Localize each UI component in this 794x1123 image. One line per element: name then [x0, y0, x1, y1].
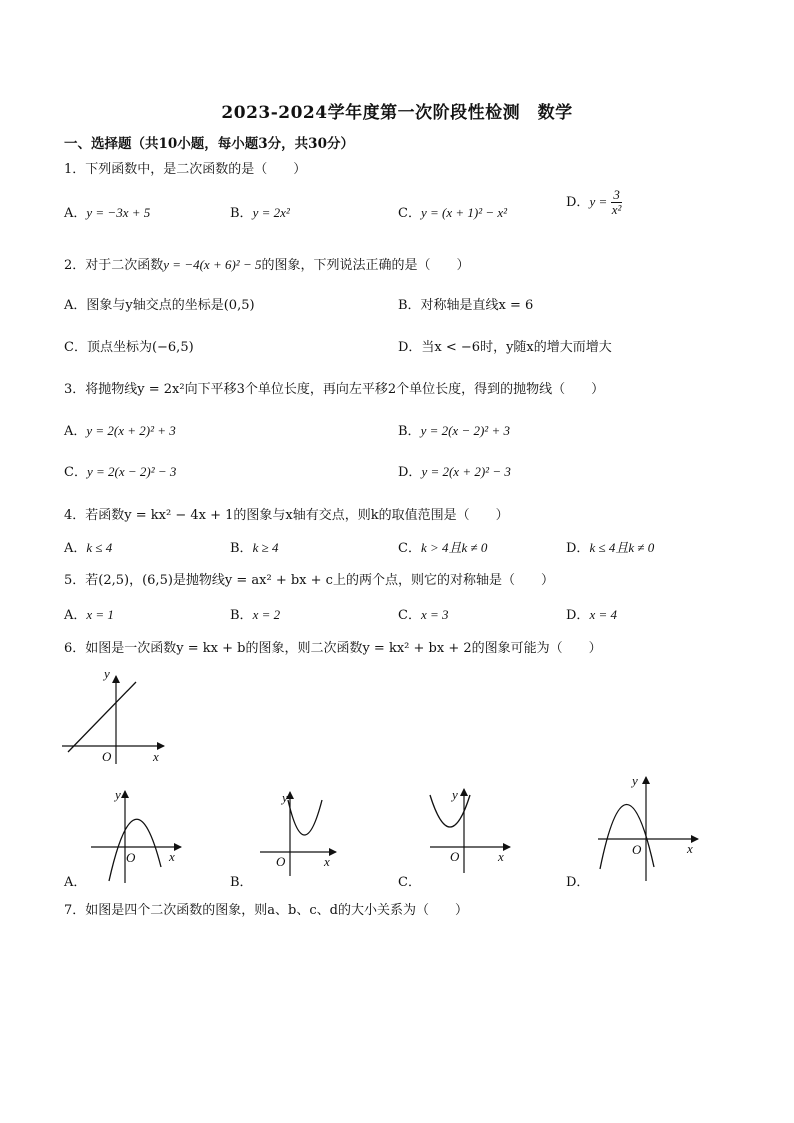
q5-option-d[interactable]	[566, 604, 617, 623]
q3-option-c-label: C．	[64, 465, 87, 480]
q3-option-c[interactable]	[64, 461, 176, 480]
q4-option-a-label: A．	[64, 541, 87, 556]
q6-main-y-label: y	[104, 666, 110, 681]
q6-main-line	[68, 682, 136, 752]
q1-option-a-label: A．	[64, 206, 87, 221]
q4-option-d-label: D．	[566, 541, 590, 556]
q6-b-y-label: y	[282, 790, 288, 805]
q6-option-b-label[interactable]: B．	[230, 875, 253, 890]
q5-option-c-label: C．	[398, 608, 421, 623]
q3-option-a-text: y = 2(x + 2)² + 3	[86, 423, 176, 438]
q1-option-a-text: y = −3x + 5	[86, 205, 151, 220]
q5-option-d-text: x = 4	[589, 607, 617, 622]
q6-option-c-graph[interactable]	[424, 785, 519, 875]
q1-option-c-text: y = (x + 1)² − x²	[420, 205, 508, 220]
q6-b-origin-label: O	[276, 854, 286, 869]
q3-option-c-text: y = 2(x − 2)² − 3	[86, 464, 177, 479]
q6-d-y-label: y	[632, 773, 638, 788]
q1-option-b-label: B．	[230, 206, 253, 221]
q6-main-origin-label: O	[102, 749, 112, 764]
q5-option-b-label: B．	[230, 608, 253, 623]
q3-option-b-text: y = 2(x − 2)² + 3	[420, 423, 510, 438]
question-2-stem	[64, 254, 469, 273]
q4-option-b-text: k ≥ 4	[252, 540, 279, 555]
q4-option-a-text: k ≤ 4	[86, 540, 113, 555]
q2-stem-equation: y = −4(x + 6)² − 5	[163, 257, 262, 272]
q1-option-d[interactable]	[566, 188, 622, 217]
q1-option-b[interactable]	[230, 202, 290, 221]
q3-option-d[interactable]	[398, 461, 511, 480]
q6-main-x-label: x	[153, 749, 159, 764]
q6-b-parabola	[288, 800, 322, 835]
question-4-stem: 4．若函数y = kx² − 4x + 1的图象与x轴有交点，则k的取值范围是（ ）	[64, 508, 509, 523]
q5-option-c-text: x = 3	[420, 607, 449, 622]
q6-d-origin-label: O	[632, 842, 642, 857]
q4-option-d[interactable]	[566, 537, 654, 556]
q5-option-b[interactable]	[230, 604, 280, 623]
q2-option-a[interactable]: A．图象与y轴交点的坐标是(0,5)	[64, 298, 255, 313]
question-6-stem: 6．如图是一次函数y = kx + b的图象，则二次函数y = kx² + bx + 2的图象可能为（ ）	[64, 641, 602, 656]
q5-option-d-label: D．	[566, 608, 590, 623]
q4-option-c-text: k > 4且k ≠ 0	[420, 540, 488, 555]
q1-option-d-fraction	[611, 188, 622, 217]
q4-option-d-text: k ≤ 4且k ≠ 0	[589, 540, 655, 555]
q6-b-x-label: x	[324, 854, 330, 869]
q1-option-d-lhs: y =	[589, 194, 608, 209]
q3-option-d-text: y = 2(x + 2)² − 3	[421, 464, 511, 479]
q6-c-origin-label: O	[450, 849, 460, 864]
q1-option-c[interactable]	[398, 202, 507, 221]
q4-option-a[interactable]	[64, 537, 112, 556]
q3-option-b-label: B．	[398, 424, 421, 439]
q1-option-d-denominator: x²	[611, 202, 622, 217]
q1-option-d-label: D．	[566, 195, 590, 210]
q6-d-x-label: x	[687, 841, 693, 856]
q6-option-a-graph[interactable]	[85, 785, 185, 885]
q1-option-a[interactable]	[64, 202, 150, 221]
q3-option-d-label: D．	[398, 465, 422, 480]
q4-option-b[interactable]	[230, 537, 278, 556]
question-1-stem: 1．下列函数中，是二次函数的是（ ）	[64, 162, 307, 177]
q6-c-y-label: y	[452, 787, 458, 802]
q6-option-d-label[interactable]: D．	[566, 875, 590, 890]
q6-option-d-graph[interactable]	[592, 773, 702, 883]
q4-option-c[interactable]	[398, 537, 487, 556]
question-7-stem: 7．如图是四个二次函数的图象，则a、b、c、d的大小关系为（ ）	[64, 903, 468, 918]
q4-option-c-label: C．	[398, 541, 421, 556]
q3-option-a-label: A．	[64, 424, 87, 439]
q6-option-c-label[interactable]: C．	[398, 875, 421, 890]
q6-a-origin-label: O	[126, 850, 136, 865]
q2-option-b[interactable]: B．对称轴是直线x = 6	[398, 298, 534, 313]
q5-option-a-text: x = 1	[86, 607, 114, 622]
q1-option-d-numerator: 3	[613, 187, 620, 202]
q2-stem-suffix: 的图象，下列说法正确的是（ ）	[261, 258, 470, 273]
q6-a-y-label: y	[115, 787, 121, 802]
q1-option-c-label: C．	[398, 206, 421, 221]
q5-option-a-label: A．	[64, 608, 87, 623]
q5-option-a[interactable]	[64, 604, 114, 623]
section-heading: 一、选择题（共10小题，每小题3分，共30分）	[64, 136, 354, 152]
page-title: 2023-2024学年度第一次阶段性检测 数学	[221, 103, 573, 123]
q2-option-c[interactable]: C．顶点坐标为(−6,5)	[64, 340, 194, 355]
q6-c-x-label: x	[498, 849, 504, 864]
q5-option-c[interactable]	[398, 604, 449, 623]
q6-option-a-label[interactable]: A．	[64, 875, 87, 890]
q1-option-b-text: y = 2x²	[252, 205, 290, 220]
q3-option-a[interactable]	[64, 420, 176, 439]
q2-option-d[interactable]: D．当x < −6时，y随x的增大而增大	[398, 340, 612, 355]
q6-option-b-graph[interactable]	[254, 788, 344, 878]
q3-option-b[interactable]	[398, 420, 510, 439]
q6-linear-graph	[60, 666, 170, 766]
q4-option-b-label: B．	[230, 541, 253, 556]
q5-option-b-text: x = 2	[252, 607, 281, 622]
q6-a-x-label: x	[169, 849, 175, 864]
q2-stem-prefix: 2．对于二次函数	[64, 258, 164, 273]
question-3-stem: 3．将抛物线y = 2x²向下平移3个单位长度，再向左平移2个单位长度，得到的抛物线（ ）	[64, 382, 605, 397]
question-5-stem: 5．若(2,5)，(6,5)是抛物线y = ax² + bx + c上的两个点，则它的对称轴是（ ）	[64, 573, 554, 588]
